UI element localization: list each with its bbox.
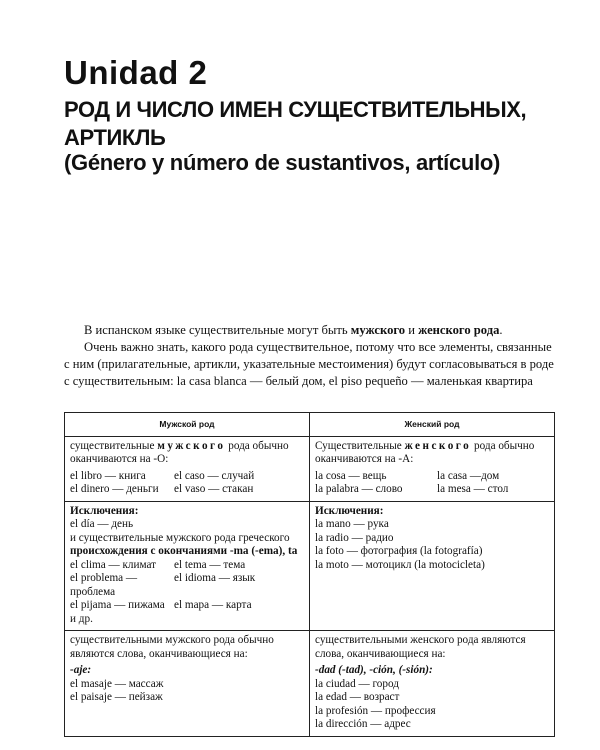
masc-exception-line: el día — день (70, 518, 134, 530)
masc-suffix-example: el masaje — массаж (70, 677, 164, 690)
intro-p1-bold-fem: женского рода (418, 323, 500, 337)
fem-exception-line: la mano — рука (315, 518, 389, 530)
fem-rule-text: Существительные (315, 439, 405, 452)
fem-exception-line: la moto — мотоцикл (la motocicleta) (315, 558, 485, 571)
col-header-masculine: Мужской род (65, 413, 310, 437)
masc-example: el vaso — стакан (174, 483, 254, 495)
table-row-exceptions (65, 501, 555, 631)
masc-exception-example: el clima — климат (70, 558, 157, 571)
chapter-title-ru (64, 96, 564, 152)
intro-p1-part: . (499, 323, 503, 337)
fem-exception-line: la foto — фотография (la fotografía) (315, 545, 483, 557)
gender-table (64, 412, 555, 737)
intro-p1-bold-masc: мужского (350, 323, 406, 337)
col-header-feminine: Женский род (310, 413, 555, 437)
fem-example: la palabra — слово (315, 483, 403, 495)
fem-exceptions-title: Исключения: (315, 504, 384, 517)
fem-example: la cosa — вещь (315, 469, 387, 482)
cell-fem-suffixes (310, 631, 555, 737)
masc-exception-line: и существительные мужского рода греческого (70, 531, 290, 544)
masc-exception-example: и др. (70, 612, 93, 625)
masc-rule-text: существительные (70, 439, 158, 452)
cell-masc-ending (65, 436, 310, 501)
intro-paragraph-2: Очень важно знать, какого рода существительное, потому что все элементы, связанные с ним (прилагательные, артикли, указательные местоимения) будут согласовываться в роде с существительным: la casa blanca — белый дом, el piso pequeño — маленькая квартира (64, 340, 554, 388)
masc-examples (70, 470, 304, 497)
fem-suffix: -dad (-tad), -ción, (-sión): (315, 664, 433, 676)
masc-example: el dinero — деньги (70, 483, 159, 495)
masc-example: el caso — случай (174, 469, 255, 482)
masc-exception-example: el idioma — язык (174, 572, 256, 584)
masc-exception-example: el pijama — пижама (70, 599, 165, 611)
masc-rule-text: рода обычно оканчиваются на -О: (70, 439, 289, 465)
masc-example: el libro — книга (70, 469, 146, 482)
masc-exception-line: происхождения с окончаниями -ma (-ema), ta (70, 545, 298, 557)
intro-p1-part: В испанском языке существительные могут быть (84, 323, 351, 337)
masc-exceptions-title: Исключения: (70, 504, 139, 517)
intro-paragraph-1 (64, 322, 554, 339)
fem-suffix-example: la dirección — адрес (315, 718, 411, 730)
fem-suffix-example: la edad — возраст (315, 691, 400, 703)
fem-example: la casa —дом (437, 469, 500, 482)
masc-suffix-example: el paisaje — пейзаж (70, 691, 163, 703)
table-header-row (65, 413, 555, 437)
intro-p1-part: и (405, 323, 419, 337)
masc-exception-example: el tema — тема (174, 558, 246, 571)
fem-exception-line: la radio — радио (315, 531, 394, 544)
fem-suffix-intro: существительными женского рода являются слова, оканчивающиеся на: (315, 634, 526, 660)
fem-examples (315, 470, 549, 497)
unit-title: Unidad 2 (64, 54, 208, 91)
chapter-title-ru-line2: АРТИКЛЬ (64, 125, 166, 150)
fem-rule-spaced: женского (404, 439, 472, 452)
table-row-endings (65, 436, 555, 501)
fem-suffix-example: la ciudad — город (315, 677, 399, 690)
cell-masc-exceptions (65, 501, 310, 631)
masc-rule-spaced: мужского (157, 439, 226, 452)
masc-suffix: -aje: (70, 664, 92, 676)
masc-exception-example (174, 613, 304, 627)
masc-suffix-intro: существительными мужского рода обычно являются слова, оканчивающиеся на: (70, 634, 274, 660)
table-row-suffixes (65, 631, 555, 737)
cell-fem-ending (310, 436, 555, 501)
cell-masc-suffixes (65, 631, 310, 737)
chapter-title-ru-line1: РОД И ЧИСЛО ИМЕН СУЩЕСТВИТЕЛЬНЫХ, (64, 97, 527, 122)
masc-exception-example: el problema — проблема (70, 572, 138, 598)
fem-rule (315, 440, 549, 467)
fem-rule-text: рода обычно оканчиваются на -А: (315, 439, 535, 465)
chapter-title-es: (Género y número de sustantivos, artículo) (64, 150, 501, 175)
cell-fem-exceptions (310, 501, 555, 631)
masc-rule (70, 440, 304, 467)
fem-suffix-example: la profesión — профессия (315, 704, 436, 717)
masc-exception-examples (70, 559, 304, 627)
fem-example: la mesa — стол (437, 483, 509, 495)
masc-exception-example: el mapa — карта (174, 599, 252, 611)
intro-text (64, 322, 554, 390)
